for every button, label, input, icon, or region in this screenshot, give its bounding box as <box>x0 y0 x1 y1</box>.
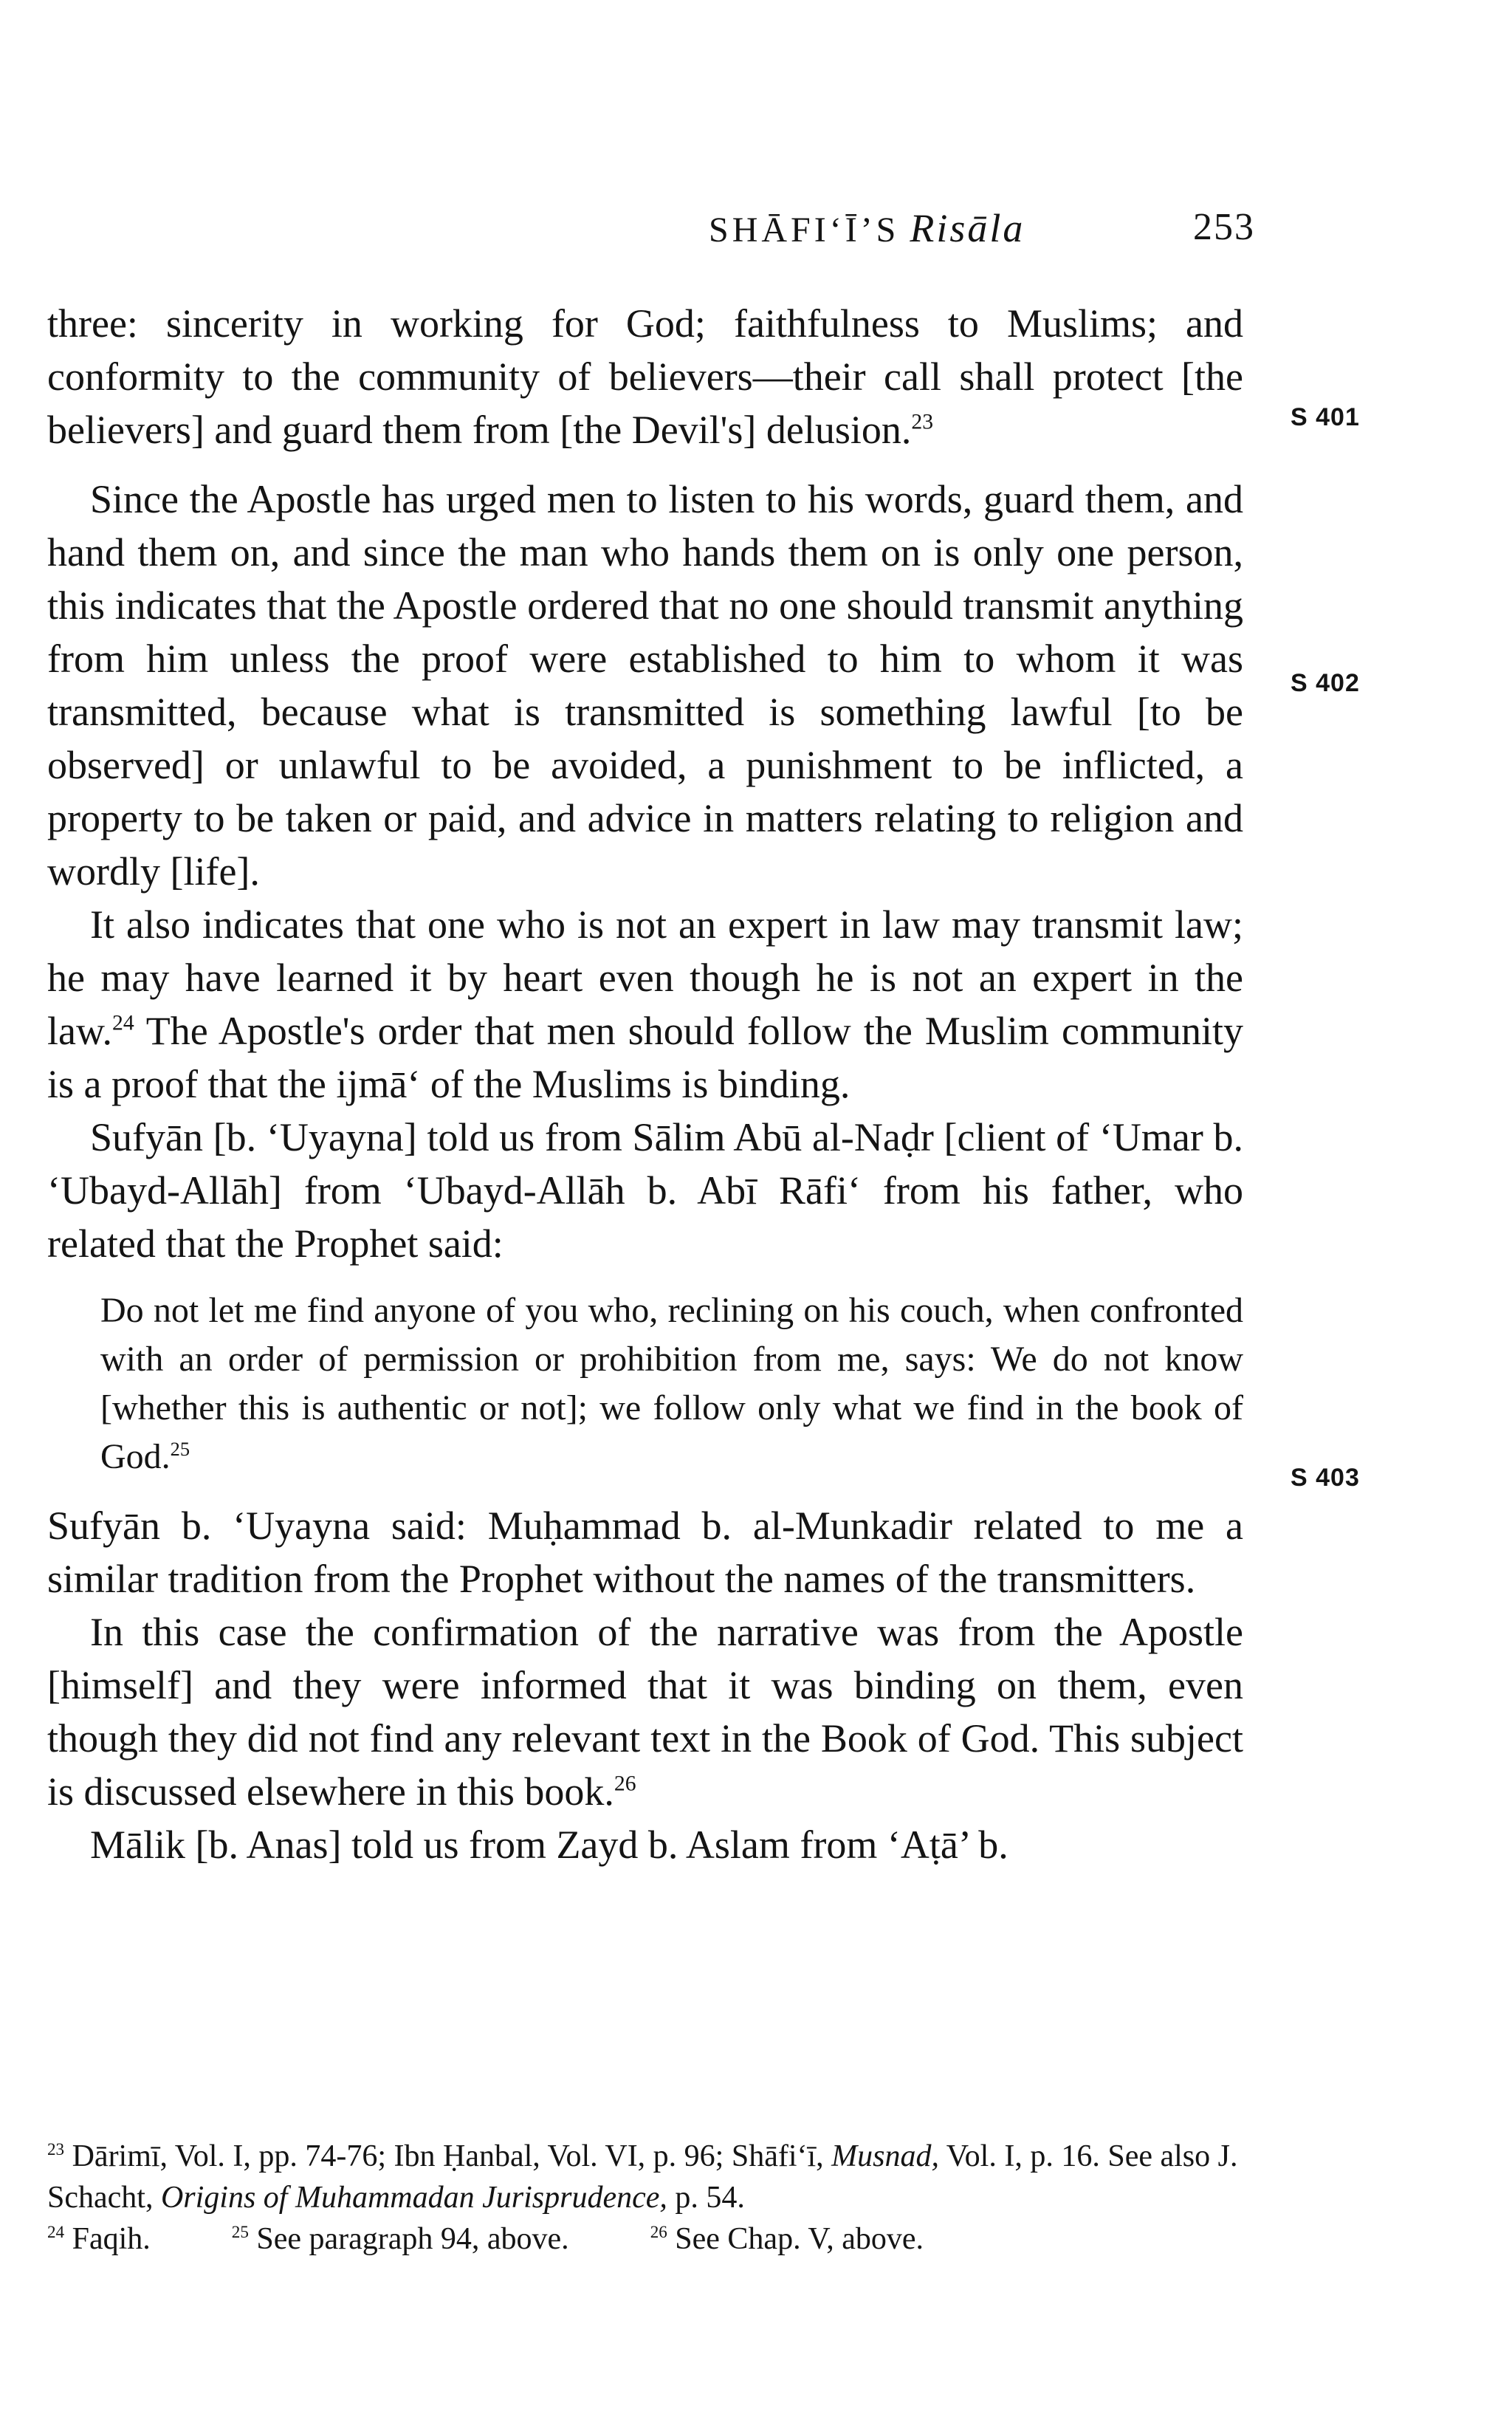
paragraph <box>47 898 1243 1111</box>
footnote-row <box>47 2218 1243 2260</box>
footnote-title: Musnad, <box>831 2139 940 2173</box>
margin-note-s403: S 403 <box>1291 1464 1360 1492</box>
footnote-text: See paragraph 94, above. <box>256 2222 569 2256</box>
footnote-marker: 23 <box>47 2139 65 2159</box>
quote-text: Do not let me find anyone of you who, reclining on his couch, when confronted with an order of permission or prohibition from me, says: We do not know [whether this is authentic or not]; we follow only what we find in the book of God. <box>100 1291 1243 1476</box>
footnote-26 <box>650 2218 924 2260</box>
running-head-title: Risāla <box>910 206 1025 250</box>
paragraph: Mālik [b. Anas] told us from Zayd b. Aslam from ‘Aṭā’ b. <box>90 1823 1008 1867</box>
running-head <box>709 205 1025 251</box>
footnote-marker: 26 <box>650 2222 667 2241</box>
paragraph-text: The Apostle's order that men should follow the Muslim community is a proof that the ijmā‘ of the Muslims is binding. <box>47 1009 1243 1106</box>
margin-note-s401: S 401 <box>1291 403 1360 431</box>
footnote-ref: 25 <box>170 1437 190 1460</box>
page-number: 253 <box>1193 206 1255 248</box>
running-head-author: SHĀFI‘Ī’S <box>709 210 900 250</box>
footnote-25 <box>232 2218 569 2260</box>
footnote-title: Origins of Muhammadan Jurisprudence, <box>160 2181 667 2215</box>
footnote-24 <box>47 2218 151 2260</box>
page-header <box>709 205 1255 250</box>
paragraph-text: It also indicates that one who is not an expert in law may transmit law; he may have learned it by heart even though he is not an expert in the law. <box>47 902 1243 1053</box>
paragraph <box>47 1605 1243 1818</box>
paragraph-text: three: sincerity in working for God; faithfulness to Muslims; and conformity to the community of believers—their call shall protect [the believers] and guard them from [the Devil's] delusion. <box>47 301 1243 452</box>
footnote-marker: 24 <box>47 2222 65 2241</box>
footnote-marker: 25 <box>231 2222 249 2241</box>
block-quote <box>100 1286 1243 1481</box>
main-text <box>47 297 1243 1871</box>
paragraph: Sufyān b. ‘Uyayna said: Muḥammad b. al-Munkadir related to me a similar tradition from the Prophet without the names of the transmitters. <box>47 1504 1243 1601</box>
footnote-text: Faqih. <box>72 2222 151 2256</box>
paragraph <box>47 297 1243 456</box>
footnote-23 <box>47 2136 1243 2218</box>
footnote-text: Vol. I, p. 16. See also J. Schacht, <box>47 2139 1238 2215</box>
paragraph-text: In this case the confirmation of the narrative was from the Apostle [himself] and they were informed that it was binding on them, even though they did not find any relevant text in the Book of God. This subject is discussed elsewhere in this book. <box>47 1610 1243 1814</box>
footnote-text: p. 54. <box>667 2181 745 2215</box>
margin-note-s402: S 402 <box>1291 669 1360 697</box>
footnote-ref: 23 <box>911 410 934 434</box>
paragraph: Sufyān [b. ‘Uyayna] told us from Sālim Abū al-Naḍr [client of ‘Umar b. ‘Ubayd-Allāh] from ‘Ubayd-Allāh b. Abī Rāfi‘ from his father, who related that the Prophet said: <box>47 1115 1243 1266</box>
footnote-ref: 26 <box>614 1772 636 1796</box>
footnote-ref: 24 <box>111 1011 134 1035</box>
footnotes <box>47 2136 1243 2260</box>
footnote-text: Dārimī, Vol. I, pp. 74-76; Ibn Ḥanbal, Vol. VI, p. 96; Shāfi‘ī, <box>72 2139 832 2173</box>
paragraph: Since the Apostle has urged men to listen to his words, guard them, and hand them on, and since the man who hands them on is only one person, this indicates that the Apostle ordered that no one should transmit anything from him unless the proof were established to him to whom it was transmitted, because what is transmitted is something lawful [to be observed] or unlawful to be avoided, a punishment to be inflicted, a property to be taken or paid, and advice in matters relating to religion and wordly [life]. <box>47 477 1243 894</box>
footnote-text: See Chap. V, above. <box>675 2222 924 2256</box>
